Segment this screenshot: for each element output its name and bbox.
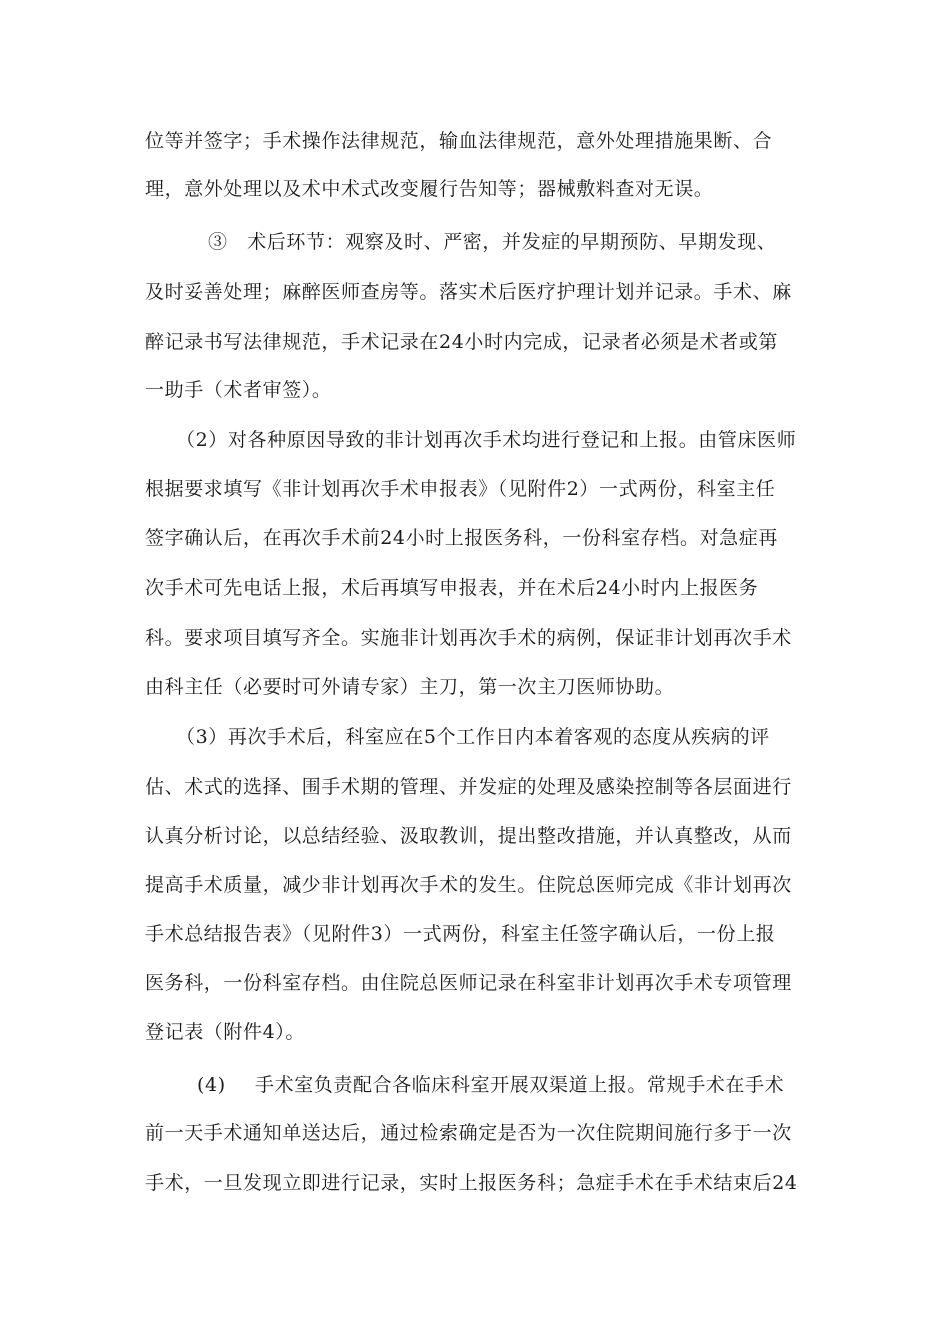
text-line: 手术室负责配合各临床科室开展双渠道上报。常规手术在手术 [255,1074,785,1096]
text-line: （2）对各种原因导致的非计划再次手术均进行登记和上报。由管床医师 [176,429,797,451]
text-line: 次手术可先电话上报，术后再填写申报表，并在术后24小时内上报医务 [145,577,759,599]
text-line: 一助手（术者审签）。 [145,379,332,401]
text-line: 醉记录书写法律规范，手术记录在24小时内完成，记录者必须是术者或第 [145,331,778,353]
text-line: 签字确认后，在再次手术前24小时上报医务科，一份科室存档。对急症再 [145,527,778,549]
text-line: 由科主任（必要时可外请专家）主刀，第一次主刀医师协助。 [145,676,675,698]
text-line: 手术，一旦发现立即进行记录，实时上报医务科；急症手术在手术结束后24 [145,1172,798,1194]
text-line: 科。要求项目填写齐全。实施非计划再次手术的病例，保证非计划再次手术 [145,627,792,649]
text-line: ③ 术后环节：观察及时、严密，并发症的早期预防、早期发现、 [208,231,777,253]
text-line: 认真分析讨论，以总结经验、汲取教训，提出整改措施，并认真整改，从而 [145,825,792,847]
text-line: 及时妥善处理；麻醉医师查房等。落实术后医疗护理计划并记录。手术、麻 [145,281,792,303]
text-line: 理，意外处理以及术中术式改变履行告知等；器械敷料查对无误。 [145,178,714,200]
text-line: 登记表（附件4）。 [145,1021,305,1043]
item-number: (4) [197,1074,226,1096]
text-line: 手术总结报告表》（见附件3）一式两份，科室主任签字确认后，一份上报 [145,923,776,945]
text-line: 提高手术质量，减少非计划再次手术的发生。住院总医师完成《非计划再次 [145,874,792,896]
text-line: 位等并签字；手术操作法律规范，输血法律规范，意外处理措施果断、合 [145,130,773,152]
text-line: （3）再次手术后，科室应在5个工作日内本着客观的态度从疾病的评 [176,726,770,748]
text-line: 估、术式的选择、围手术期的管理、并发症的处理及感染控制等各层面进行 [145,776,792,798]
text-line: 根据要求填写《非计划再次手术申报表》（见附件2）一式两份，科室主任 [145,478,776,500]
text-line: 前一天手术通知单送达后，通过检索确定是否为一次住院期间施行多于一次 [145,1122,792,1144]
text-line: 医务科，一份科室存档。由住院总医师记录在科室非计划再次手术专项管理 [145,972,792,994]
